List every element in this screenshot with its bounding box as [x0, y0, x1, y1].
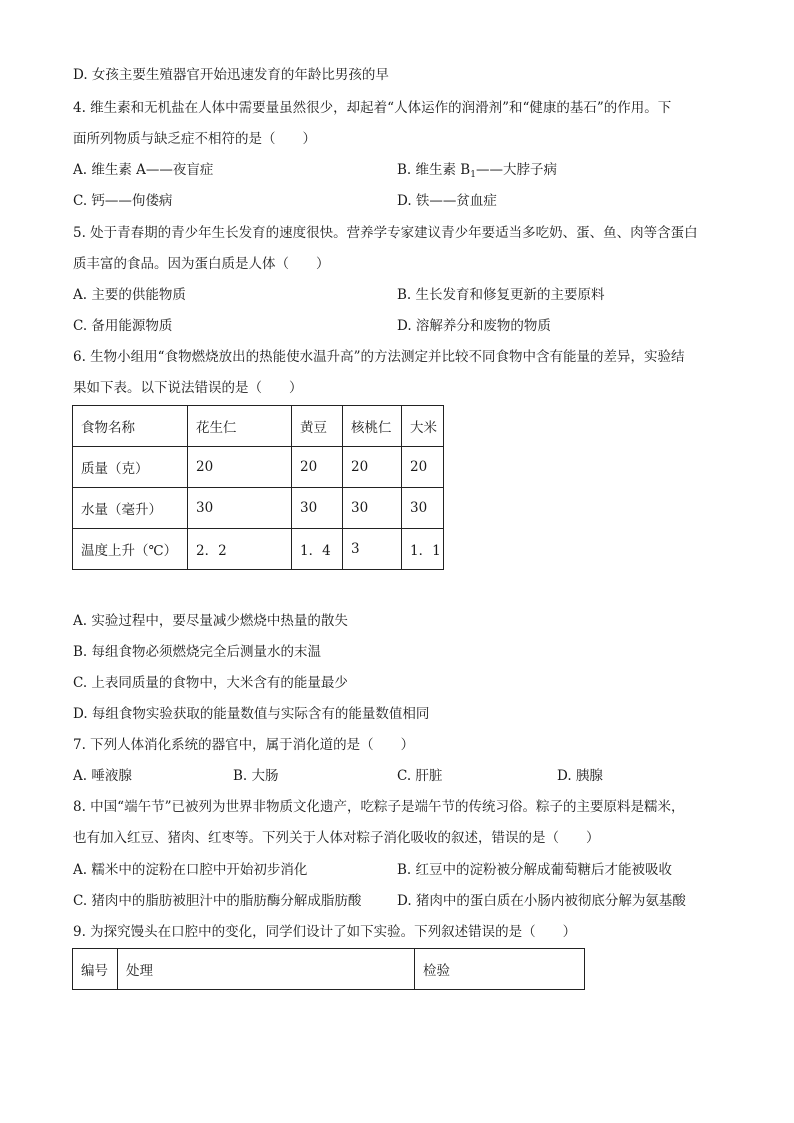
- table-cell: 20: [402, 447, 444, 488]
- table-header-cell: 花生仁: [188, 406, 292, 447]
- table-cell: 质量（克）: [73, 447, 188, 488]
- question-5-option-a: A. 主要的供能物质: [73, 287, 186, 303]
- table-header-row: [73, 949, 585, 990]
- question-7-option-c: C. 肝脏: [397, 768, 443, 784]
- table-header-cell: 大米: [402, 406, 444, 447]
- question-4-stem-line2: 面所列物质与缺乏症不相符的是（ ）: [73, 131, 316, 147]
- table-cell: 温度上升（℃）: [73, 529, 188, 570]
- question-7-option-a: A. 唾液腺: [73, 768, 132, 784]
- table-cell: 2．2: [188, 529, 292, 570]
- table-header-cell: 检验: [415, 949, 585, 990]
- table-header-cell: 食物名称: [73, 406, 188, 447]
- table-row: [73, 488, 444, 529]
- question-8-option-d: D. 猪肉中的蛋白质在小肠内被彻底分解为氨基酸: [397, 893, 686, 909]
- table-row: [73, 529, 444, 570]
- table-cell: 20: [292, 447, 343, 488]
- question-4-stem-line1: 4. 维生素和无机盐在人体中需要量虽然很少，却起着“人体运作的润滑剂”和“健康的基石”的作用。下: [73, 100, 672, 116]
- question-6-stem-line2: 果如下表。以下说法错误的是（ ）: [73, 380, 303, 396]
- question-8-stem-line2: 也有加入红豆、猪肉、红枣等。下列关于人体对粽子消化吸收的叙述，错误的是（ ）: [73, 830, 600, 846]
- table-header-cell: 黄豆: [292, 406, 343, 447]
- question-5-option-b: B. 生长发育和修复更新的主要原料: [397, 287, 605, 303]
- food-energy-table: [72, 405, 444, 570]
- question-9-stem: 9. 为探究馒头在口腔中的变化，同学们设计了如下实验。下列叙述错误的是（ ）: [73, 924, 577, 940]
- question-8-option-c: C. 猪肉中的脂肪被胆汁中的脂肪酶分解成脂肪酸: [73, 893, 362, 909]
- question-7-option-b: B. 大肠: [233, 768, 279, 784]
- table-header-cell: 处理: [118, 949, 415, 990]
- table-cell: 30: [292, 488, 343, 529]
- table-cell: 20: [343, 447, 402, 488]
- option-d-previous: D. 女孩主要生殖器官开始迅速发育的年龄比男孩的早: [73, 67, 389, 83]
- table-row: [73, 447, 444, 488]
- table-header-row: [73, 406, 444, 447]
- question-8-option-a: A. 糯米中的淀粉在口腔中开始初步消化: [73, 862, 308, 878]
- table-cell: 3: [343, 529, 402, 570]
- question-4-option-b: B. 维生素 $B_1——$大脖子病: [397, 162, 557, 180]
- table-cell: 30: [188, 488, 292, 529]
- question-5-option-d: D. 溶解养分和废物的物质: [397, 318, 551, 334]
- question-6-stem-line1: 6. 生物小组用“食物燃烧放出的热能使水温升高”的方法测定并比较不同食物中含有能量的差异，实验结: [73, 349, 685, 365]
- table-header-cell: 核桃仁: [343, 406, 402, 447]
- table-cell: 30: [402, 488, 444, 529]
- question-8-stem-line1: 8. 中国“端午节”已被列为世界非物质文化遗产，吃粽子是端午节的传统习俗。粽子的主要原料是糯米，: [73, 799, 685, 815]
- experiment-table: [72, 948, 585, 990]
- table-cell: 水量（毫升）: [73, 488, 188, 529]
- question-7-stem: 7. 下列人体消化系统的器官中，属于消化道的是（ ）: [73, 737, 415, 753]
- question-4-option-c: C. 钙——佝偻病: [73, 193, 173, 209]
- question-7-option-d: D. 胰腺: [557, 768, 603, 784]
- table-cell: 1．4: [292, 529, 343, 570]
- question-5-stem-line1: 5. 处于青春期的青少年生长发育的速度很快。营养学专家建议青少年要适当多吃奶、蛋、鱼、肉等含蛋白: [73, 225, 698, 241]
- table-cell: 20: [188, 447, 292, 488]
- table-cell: 30: [343, 488, 402, 529]
- table-header-cell: 编号: [73, 949, 118, 990]
- question-6-option-a: A. 实验过程中，要尽量减少燃烧中热量的散失: [73, 613, 348, 629]
- question-4-option-a: A. 维生素 A——夜盲症: [73, 162, 214, 178]
- question-5-stem-line2: 质丰富的食品。因为蛋白质是人体（ ）: [73, 256, 330, 272]
- question-6-option-d: D. 每组食物实验获取的能量数值与实际含有的能量数值相同: [73, 706, 430, 722]
- table-cell: 1．1: [402, 529, 444, 570]
- question-6-option-c: C. 上表同质量的食物中，大米含有的能量最少: [73, 675, 348, 691]
- question-6-option-b: B. 每组食物必须燃烧完全后测量水的末温: [73, 644, 322, 660]
- question-8-option-b: B. 红豆中的淀粉被分解成葡萄糖后才能被吸收: [397, 862, 673, 878]
- question-4-option-d: D. 铁——贫血症: [397, 193, 497, 209]
- question-5-option-c: C. 备用能源物质: [73, 318, 173, 334]
